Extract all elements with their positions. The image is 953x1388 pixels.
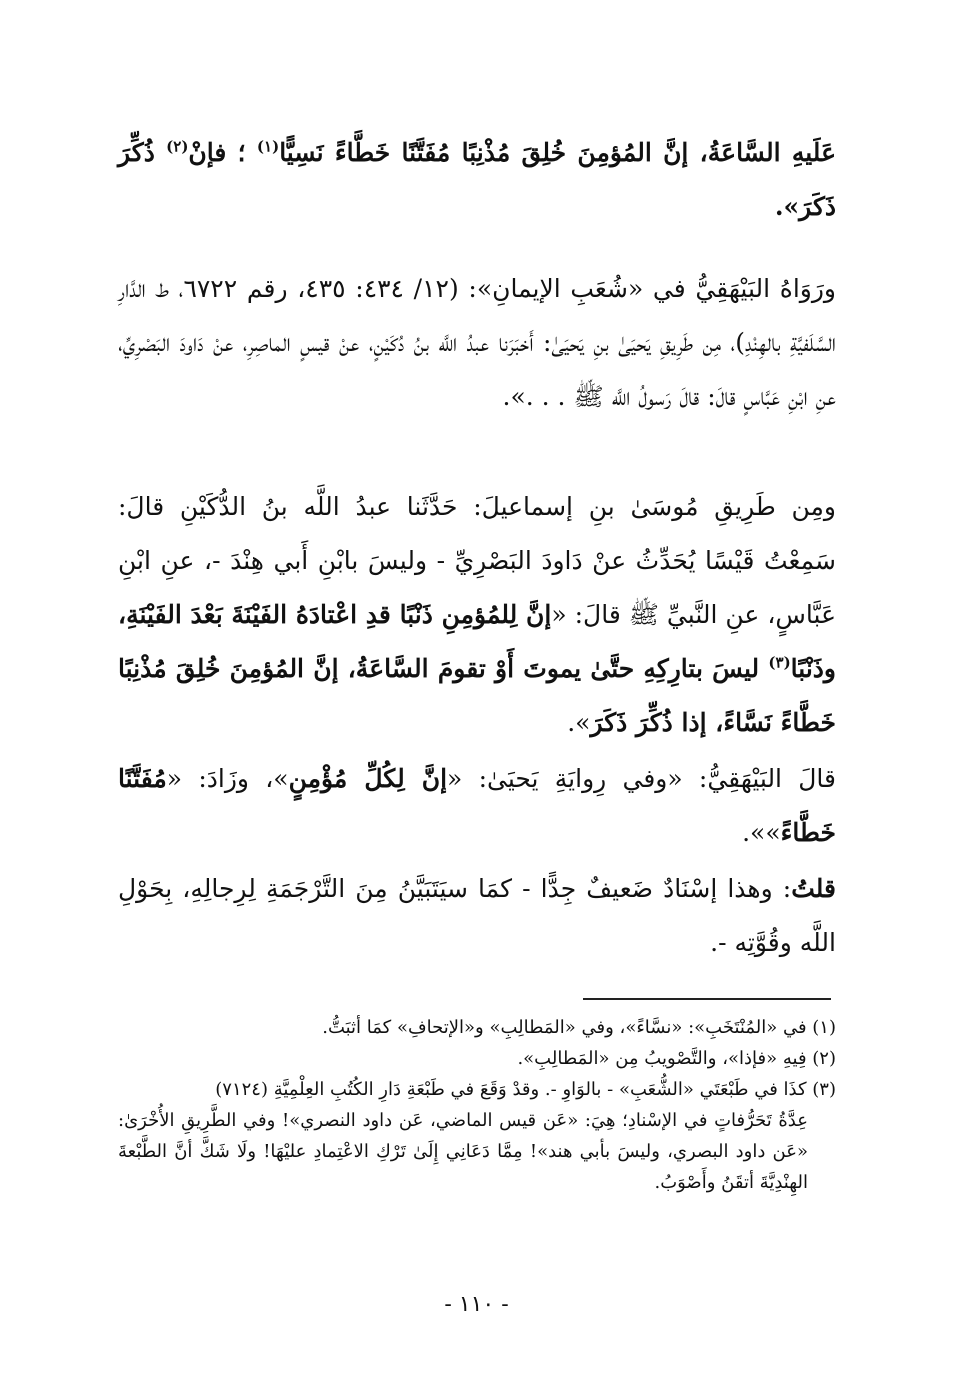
paragraph-bayhaqi-source: ورَوَاهُ البَيْهَقِيُّ في «شُعَبِ الإيمانِ»: (١٢/ ٤٣٤: ٤٣٥، رقم ٦٧٢٢، ط الدَّارِ السَّلَفيَّةِ بالهِنْدِ)، مِن طَرِيقِ يَحيَىٰ بنِ يَحيَىٰ: أَخبَرَنا عبدُ اللَّه بنُ دُكَيْنٍ، عنْ قيسٍ الماصِرِ، عنْ دَاودَ البَصْرِيِّ، عنِ ابْنِ عَبَّاسٍ قالَ: قالَ رَسولُ اللَّه ﷺ . . .».	[118, 274, 836, 411]
chain-text: ومِن طَرِيقِ مُوسَىٰ بنِ إسماعيلَ: حَدَّثَنا عبدُ اللَّه بنُ الدُّكَيْنِ قالَ: سَمِعْتُ قَيْسًا يُحَدِّثُ عنْ دَاودَ البَصْرِيِّ - وليسَ بابْنِ أَبي هِنْدَ -، عنِ ابْنِ عَبَّاسٍ، عنِ النَّبيِّ ﷺ قالَ: «	[118, 492, 836, 629]
paragraph-musa-chain	[118, 480, 836, 750]
hadith-text: عَلَيهِ السَّاعَةُ، إنَّ المُؤمِنَ خُلِقَ مُذْنِبًا مُفَتَّنًا خَطَّاءً نَسِيًّا	[279, 138, 836, 167]
verdict-text: : وهذا إسْنَادٌ ضَعيفٌ جِدًّا - كمَا سيَتَبَيَّنُ مِنَ التَّرْجَمَةِ لِرِجالِهِ، بِحَوْلِ اللَّه وقُوَّتِه -.	[118, 874, 836, 957]
footnote-separator	[583, 998, 831, 1000]
footnote-3-continued: عِدَّةُ تَحَرُّفاتٍ في الإسْنادِ؛ هِيَ: «عَن قيس الماضي، عَن داود النصري»! وفي الطَّرِيقِ الأُخْرَىٰ: «عَن داود البصري، وليسَ بأبي هند»! مِمَّا دَعَانِي إِلَىٰ تَرْكِ الاعْتِمادِ عليْهَا! ولَا شَكَّ أنَّ الطَّبْعةَ الهِنْدِيَّةَ أتقَنُ وأَصْوَبُ.	[118, 1110, 808, 1193]
hadith-text: ليسَ بتارِكِهِ حتَّىٰ يموتَ أَوْ تقومَ السَّاعَةُ، إنَّ المُؤمِنَ خُلِقَ مُذْنِبًا خَطَّاءً نَسَّاءً، إذا ذُكِّرَ ذَكَرَ	[118, 654, 836, 737]
closing-quote: ».	[567, 708, 591, 737]
footnote-3: (٣) كذَا في طَبْعَتَي «الشُّعَبِ» - بالوَاوِ -. وقدْ وَقَعَ في طَبْعَةِ دَارِ الكُتُبِ العِلْمِيَّةِ (٧١٢٤)	[215, 1079, 836, 1100]
footnote-ref-3: (٣)	[768, 653, 791, 672]
note-text: »، وزَادَ: «	[166, 764, 289, 793]
hadith-text: إنَّ لِكُلِّ مُؤْمِنٍ	[288, 764, 448, 793]
footnote-ref-2: (٢)	[166, 137, 189, 156]
paragraph-hadith-end	[118, 126, 836, 234]
paragraph-bayhaqi-note	[118, 752, 836, 860]
hadith-text: ؛ فإنْ	[188, 138, 257, 167]
footnotes	[118, 1012, 836, 1198]
closing-quote: »».	[742, 818, 781, 847]
paragraph-author-verdict	[118, 862, 836, 970]
hadith-text: إنَّ لِلمُؤمِنِ ذَنْبًا قدِ اعْتادَهُ الفَيْنَةَ بَعْدَ الفَيْنَةِ، وذَنْبًا	[118, 600, 836, 683]
footnote-2: (٢) فِيهِ «فإذا»، والتَّصْويبُ مِن «المَطالِبِ».	[517, 1048, 836, 1069]
note-text: قالَ البَيْهَقِيُّ: «وفي رِوايَةِ يَحيَىٰ: «	[447, 764, 837, 793]
verdict-label: قلتُ	[791, 874, 836, 903]
hadith-text: ذُكِّرَ ذَكَرَ».	[118, 138, 836, 221]
page-number: - ١١٠ -	[444, 1292, 509, 1317]
footnote-ref-1: (١)	[256, 137, 280, 156]
footnote-1: (١) في «المُنْتَخَبِ»: «نسَّاءً»، وفي «المَطالِبِ» و«الإتحافِ» كمَا أثبَتُّ.	[322, 1017, 836, 1038]
hadith-text: مُفَتَّنًا خَطَّاءً	[118, 764, 836, 847]
